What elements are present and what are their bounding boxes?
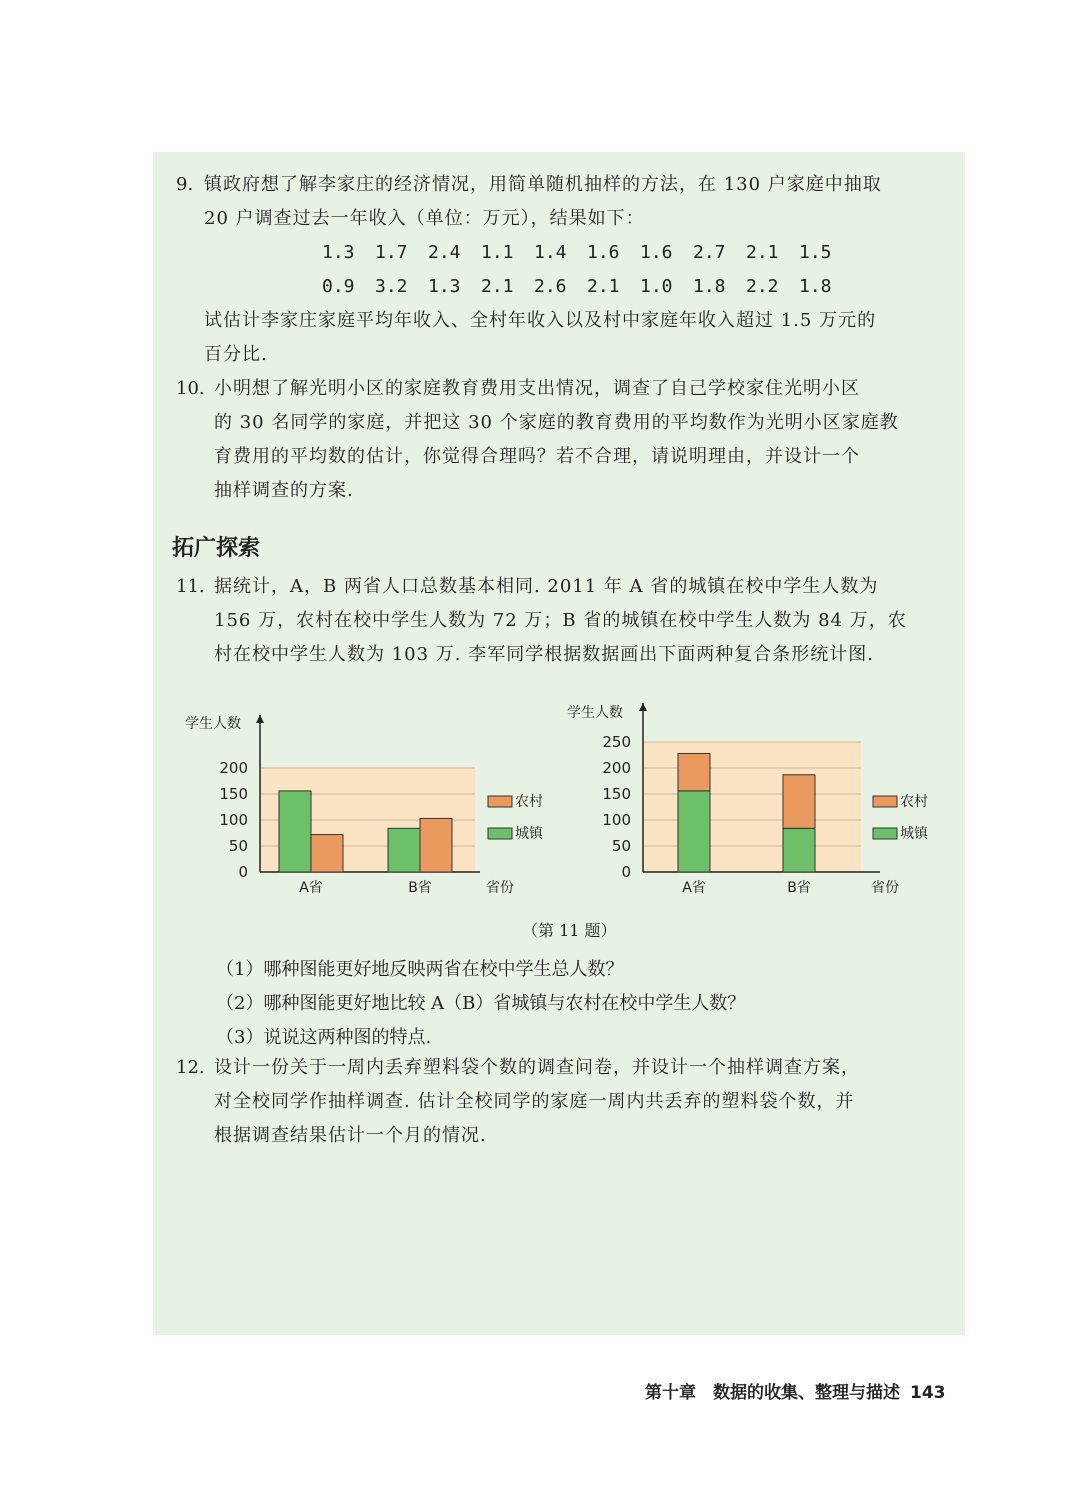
y-tick-label-5: 250: [602, 733, 631, 751]
y-tick-label-1: 50: [611, 837, 631, 855]
row1-value-8: 2.1: [746, 242, 779, 263]
row2-value-8: 2.2: [746, 276, 779, 297]
row1-value-5: 1.6: [587, 242, 620, 263]
row1-value-1: 1.7: [375, 242, 408, 263]
page-footer: [645, 1378, 946, 1403]
row1-value-9: 1.5: [799, 242, 832, 263]
question-9-line-1: 镇政府想了解李家庄的经济情况，用简单随机抽样的方法，在 130 户家庭中抽取: [204, 174, 882, 195]
question-10-line-4: 抽样调查的方案.: [214, 480, 354, 501]
question-9-number: 9.: [176, 174, 194, 195]
plot-background: [643, 742, 861, 872]
x-tick-label-1: B省: [408, 880, 432, 896]
row1-value-6: 1.6: [640, 242, 673, 263]
question-11-line-2: 156 万，农村在校中学生人数为 72 万；B 省的城镇在校中学生人数为 84 万，农: [214, 610, 907, 631]
question-12-line-1: 设计一份关于一周内丢弃塑料袋个数的调查问卷，并设计一个抽样调查方案，: [214, 1057, 860, 1078]
y-tick-label-3: 150: [219, 785, 248, 803]
bar-rural-1: [420, 818, 452, 872]
bar-town-0: [678, 791, 710, 872]
x-axis-label: 省份: [871, 880, 899, 896]
y-tick-label-0: 0: [621, 863, 631, 881]
question-11-sub-2: （2）哪种图能更好地比较 A（B）省城镇与农村在校中学生人数？: [216, 993, 746, 1014]
question-11-line-3: 村在校中学生人数为 103 万. 李军同学根据数据画出下面两种复合条形统计图.: [214, 644, 874, 665]
legend-swatch-1: [488, 828, 512, 839]
x-axis-label: 省份: [486, 880, 514, 896]
bar-town-1: [388, 828, 420, 872]
y-tick-label-4: 200: [602, 759, 631, 777]
bar-rural-0: [678, 753, 710, 790]
row1-value-0: 1.3: [322, 242, 355, 263]
legend-label-0: 农村: [515, 794, 543, 810]
y-tick-label-4: 200: [219, 759, 248, 777]
page-number: 143: [910, 1383, 946, 1403]
question-12-number: 12.: [176, 1057, 205, 1078]
y-axis-label: 学生人数: [567, 705, 623, 721]
row2-value-3: 2.1: [481, 276, 514, 297]
bar-rural-0: [311, 835, 343, 872]
row2-value-0: 0.9: [322, 276, 355, 297]
row1-value-7: 2.7: [693, 242, 726, 263]
question-9-line-4: 百分比.: [204, 344, 268, 365]
question-11-number: 11.: [176, 576, 205, 597]
question-12-line-2: 对全校同学作抽样调查. 估计全校同学的家庭一周内共丢弃的塑料袋个数，并: [214, 1091, 855, 1112]
legend-label-1: 城镇: [515, 826, 543, 842]
y-tick-label-3: 150: [602, 785, 631, 803]
question-9-data-row-1: [322, 242, 852, 263]
row2-value-1: 3.2: [375, 276, 408, 297]
row2-value-4: 2.6: [534, 276, 567, 297]
y-tick-label-0: 0: [238, 863, 248, 881]
row1-value-2: 2.4: [428, 242, 461, 263]
row2-value-6: 1.0: [640, 276, 673, 297]
row1-value-3: 1.1: [481, 242, 514, 263]
stacked-bar-chart: [560, 695, 950, 900]
y-axis-arrow: [639, 703, 647, 711]
bar-town-1: [783, 828, 815, 872]
row2-value-7: 1.8: [693, 276, 726, 297]
bar-rural-1: [783, 775, 815, 829]
question-11-sub-1: （1）哪种图能更好地反映两省在校中学生总人数？: [216, 959, 624, 980]
question-9-line-3: 试估计李家庄家庭平均年收入、全村年收入以及村中家庭年收入超过 1.5 万元的: [204, 310, 877, 331]
x-tick-label-0: A省: [682, 880, 706, 896]
question-9-line-2: 20 户调查过去一年收入（单位：万元），结果如下：: [204, 208, 645, 229]
legend-label-0: 农村: [900, 794, 928, 810]
row2-value-9: 1.8: [799, 276, 832, 297]
figure-caption: （第 11 题）: [522, 921, 617, 940]
question-10-number: 10.: [176, 378, 205, 399]
question-11-line-1: 据统计，A，B 两省人口总数基本相同. 2011 年 A 省的城镇在校中学生人数为: [214, 576, 879, 597]
y-tick-label-2: 100: [219, 811, 248, 829]
question-11-sub-3: （3）说说这两种图的特点.: [216, 1027, 432, 1048]
y-tick-label-2: 100: [602, 811, 631, 829]
y-axis-arrow: [256, 715, 264, 723]
row2-value-2: 1.3: [428, 276, 461, 297]
y-axis-label: 学生人数: [185, 716, 241, 732]
question-12-line-3: 根据调查结果估计一个月的情况.: [214, 1125, 487, 1146]
legend-label-1: 城镇: [900, 826, 928, 842]
legend-swatch-0: [873, 796, 897, 807]
legend-swatch-1: [873, 828, 897, 839]
chapter-title: 第十章 数据的收集、整理与描述: [645, 1383, 900, 1403]
question-9-data-row-2: [322, 276, 852, 297]
x-tick-label-0: A省: [299, 880, 323, 896]
x-tick-label-1: B省: [787, 880, 811, 896]
y-tick-label-1: 50: [228, 837, 248, 855]
question-10-line-1: 小明想了解光明小区的家庭教育费用支出情况，调查了自己学校家住光明小区: [214, 378, 860, 399]
question-10-line-2: 的 30 名同学的家庭，并把这 30 个家庭的教育费用的平均数作为光明小区家庭教: [214, 412, 899, 433]
legend-swatch-0: [488, 796, 512, 807]
section-title: 拓广探索: [172, 536, 261, 561]
bar-town-0: [279, 791, 311, 872]
question-10-line-3: 育费用的平均数的估计，你觉得合理吗？若不合理，请说明理由，并设计一个: [214, 446, 860, 467]
row2-value-5: 2.1: [587, 276, 620, 297]
grouped-bar-chart: [170, 700, 570, 900]
row1-value-4: 1.4: [534, 242, 567, 263]
